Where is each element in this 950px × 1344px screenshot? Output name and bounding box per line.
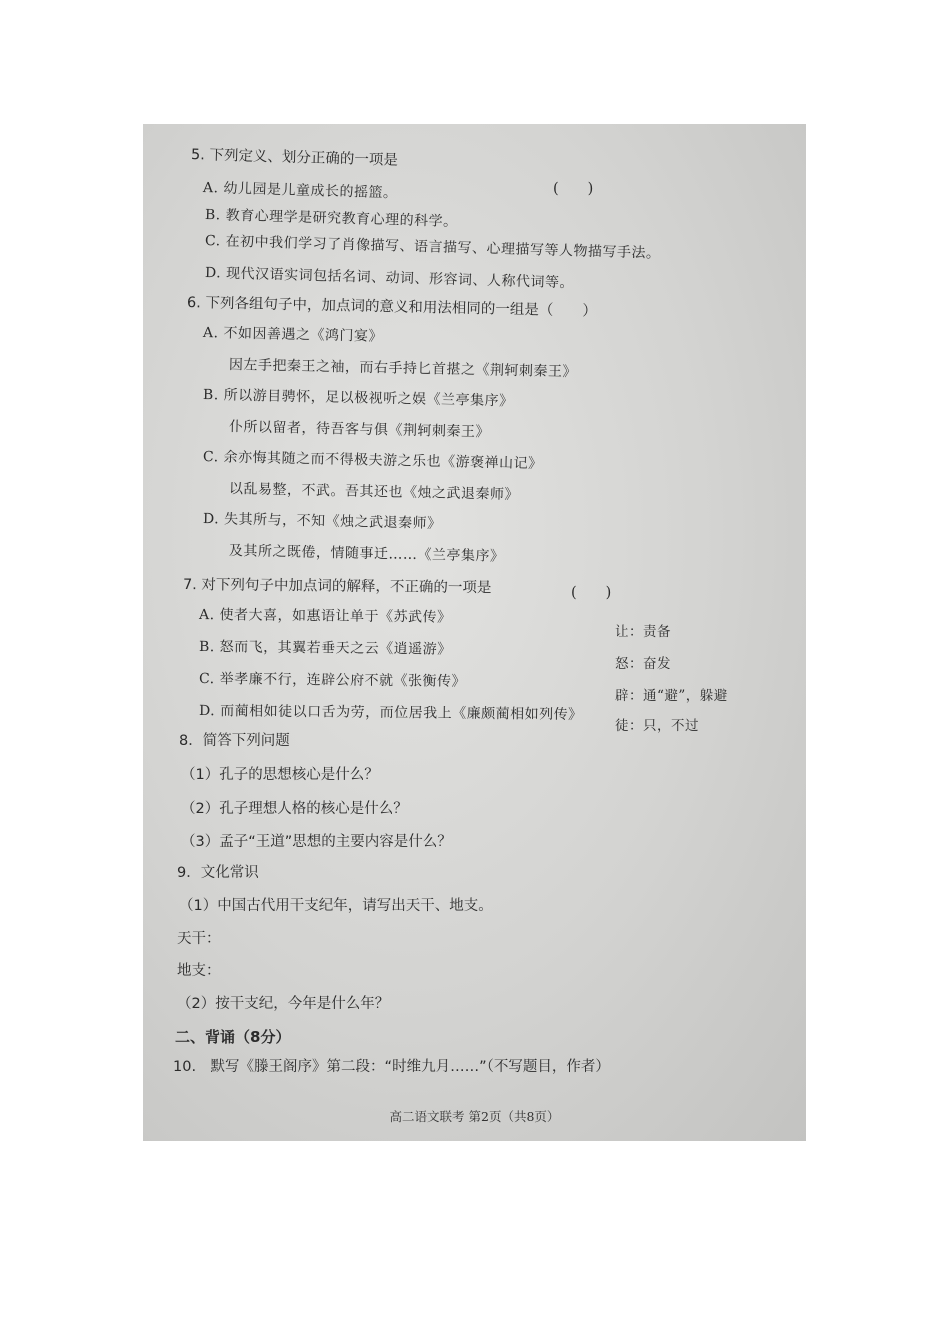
- q9-dizhi-label: 地支：: [177, 963, 221, 979]
- page-footer: 高二语文联考 第2页（共8页）: [389, 1109, 560, 1124]
- q9-tiangan-label: 天干：: [177, 931, 221, 947]
- q6-option-b-1: B. 所以游目骋怀，足以极视听之娱《兰亭集序》: [202, 387, 514, 410]
- q5-option-c: C. 在初中我们学习了肖像描写、语言描写、心理描写等人物描写手法。: [204, 233, 661, 262]
- q10-prompt: 10. 默写《滕王阁序》第二段：“时维九月……”（不写题目，作者）: [173, 1059, 610, 1075]
- q6-option-b-2: 仆所以留者，待吾客与俱《荆轲刺秦王》: [228, 419, 491, 441]
- q6-option-a-2: 因左手把秦王之袖，而右手持匕首揕之《荆轲刺秦王》: [228, 357, 578, 381]
- q7-explanation-c: 辟：通“避”，躲避: [615, 688, 728, 704]
- q6-title: 6. 下列各组句子中，加点词的意义和用法相同的一组是（ ）: [186, 295, 598, 320]
- q8-item-2: （2）孔子理想人格的核心是什么？: [181, 801, 408, 817]
- q7-option-a: A. 使者大喜，如惠语让单于《苏武传》: [198, 607, 452, 626]
- q7-answer-bracket: ( ): [571, 585, 612, 601]
- q9-title: 9．文化常识: [177, 865, 259, 881]
- q5-option-d: D. 现代汉语实词包括名词、动词、形容词、人称代词等。: [204, 265, 575, 292]
- section-2-heading: 二、背诵（8分）: [175, 1028, 291, 1046]
- q7-explanation-d: 徒：只，不过: [615, 718, 699, 734]
- q6-option-c-1: C. 余亦悔其随之而不得极夫游之乐也《游褒禅山记》: [202, 449, 543, 473]
- q7-explanation-a: 让：责备: [615, 624, 671, 640]
- q6-option-a-1: A. 不如因善遇之《鸿门宴》: [202, 325, 384, 345]
- q7-option-b: B. 怒而飞，其翼若垂天之云《逍遥游》: [198, 639, 452, 658]
- q7-option-c: C. 举孝廉不行，连辟公府不就《张衡传》: [198, 671, 467, 690]
- q6-option-d-2: 及其所之既倦，情随事迁……《兰亭集序》: [228, 543, 505, 565]
- q5-option-b: B. 教育心理学是研究教育心理的科学。: [204, 207, 458, 231]
- q7-explanation-b: 怒：奋发: [615, 656, 671, 672]
- q5-answer-bracket: ( ): [553, 181, 594, 197]
- q5-title: 5. 下列定义、划分正确的一项是: [190, 147, 399, 169]
- q8-item-1: （1）孔子的思想核心是什么？: [181, 767, 379, 783]
- q7-option-d: D. 而蔺相如徒以口舌为劳，而位居我上《廉颇蔺相如列传》: [198, 703, 583, 724]
- q9-item-2: （2）按干支纪，今年是什么年？: [177, 996, 390, 1012]
- q5-option-a: A. 幼儿园是儿童成长的摇篮。: [202, 180, 398, 202]
- q9-item-1: （1）中国古代用干支纪年，请写出天干、地支。: [179, 898, 493, 914]
- q7-title: 7. 对下列句子中加点词的解释，不正确的一项是: [182, 577, 492, 597]
- bleed-through-text: [573, 184, 793, 1084]
- photographed-exam-page: [143, 124, 806, 1141]
- q8-title: 8．简答下列问题: [179, 733, 290, 749]
- q6-option-d-1: D. 失其所与，不知《烛之武退秦师》: [202, 511, 442, 532]
- q6-option-c-2: 以乱易整，不武。吾其还也《烛之武退秦师》: [228, 481, 520, 504]
- q8-item-3: （3）孟子“王道”思想的主要内容是什么？: [181, 834, 452, 850]
